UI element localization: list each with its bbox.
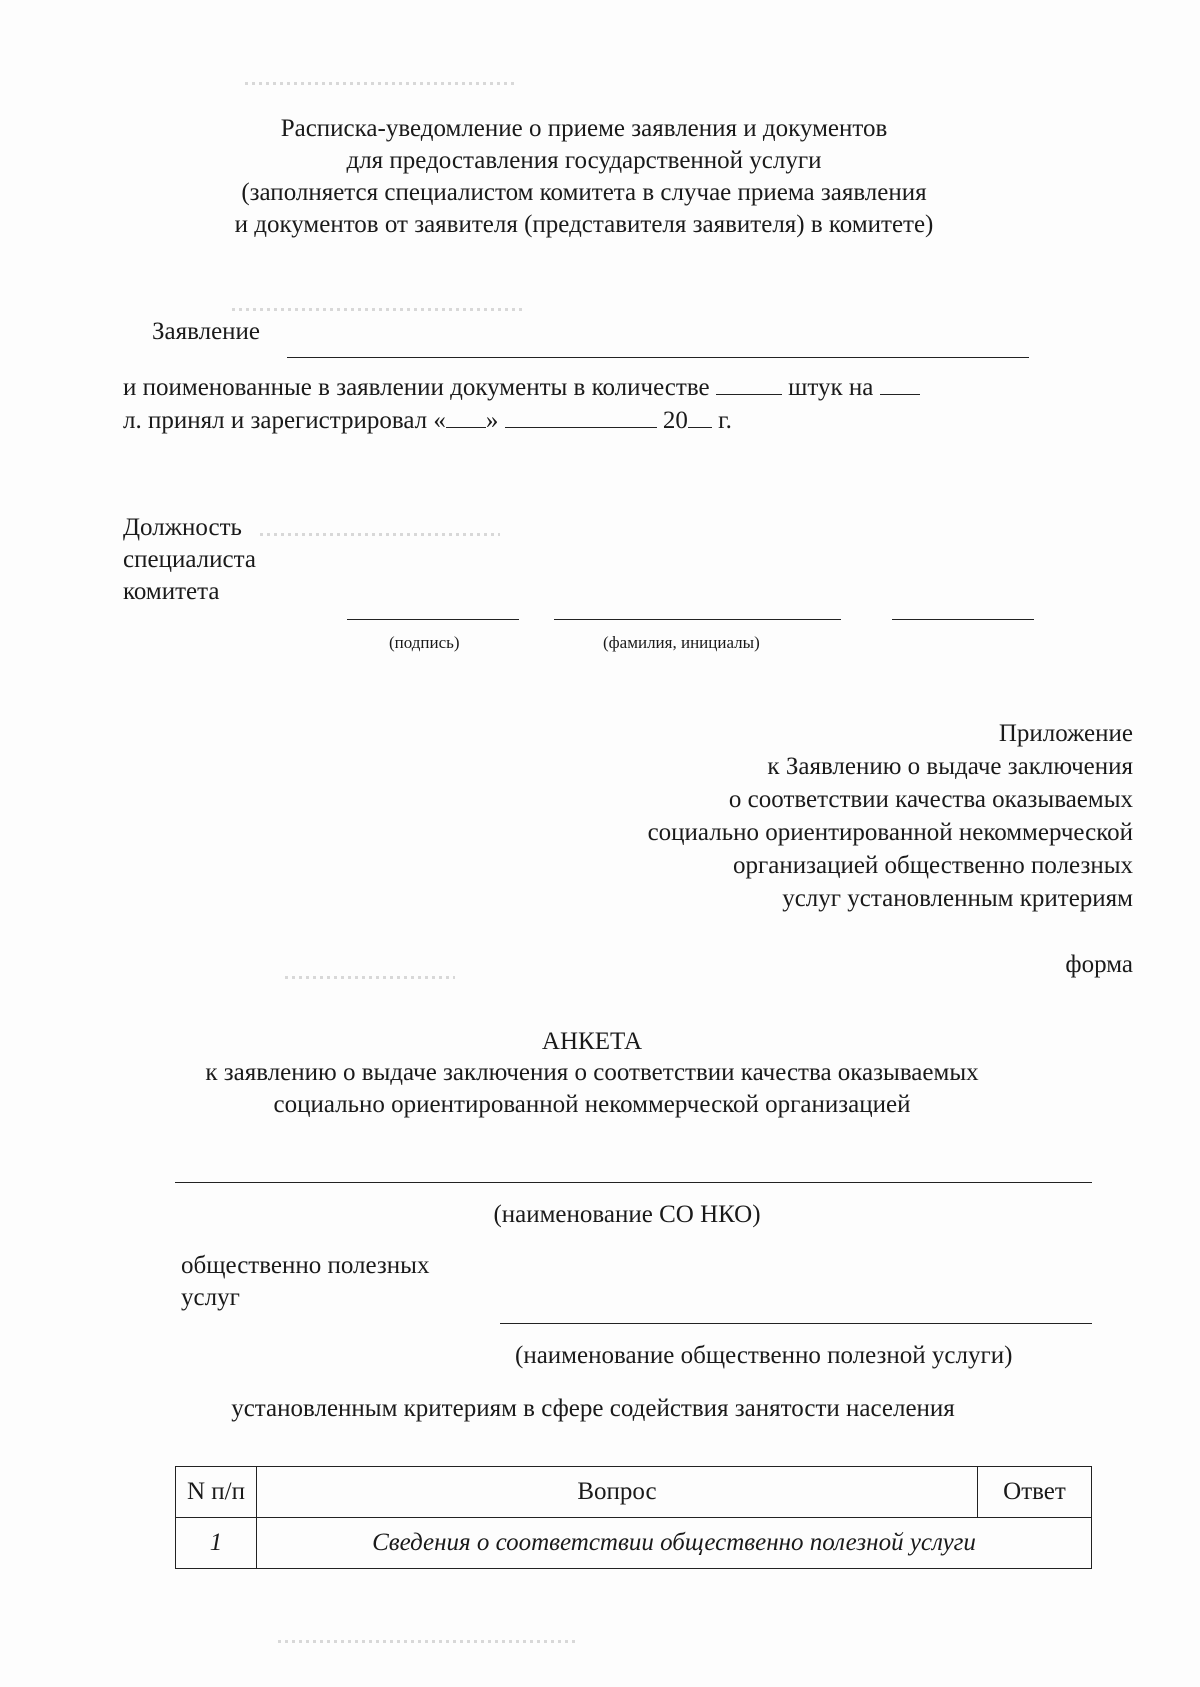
application-label: Заявление [152, 318, 261, 345]
header-question: Вопрос [257, 1467, 978, 1518]
appendix-line: услуг установленным критериям [782, 885, 1133, 912]
scan-artifact [285, 976, 455, 979]
application-blank-line[interactable] [287, 357, 1029, 358]
form-label: форма [1065, 951, 1133, 978]
row-number: 1 [176, 1518, 257, 1569]
year-blank[interactable] [688, 405, 712, 428]
service-name-line[interactable] [500, 1323, 1092, 1324]
receipt-title-line: Расписка-уведомление о приеме заявления и документов [280, 115, 888, 142]
subtitle-line: социально ориентированной некоммерческой организацией [273, 1091, 911, 1118]
receipt-title-line: и документов от заявителя (представителя заявителя) в комитете) [234, 211, 934, 238]
position-label [123, 512, 256, 608]
documents-count-blank[interactable] [716, 372, 782, 395]
month-blank[interactable] [505, 405, 657, 428]
name-line[interactable] [554, 619, 841, 620]
criteria-line: установленным критериям в сфере содействия занятости населения [231, 1395, 955, 1422]
services-label [181, 1250, 429, 1314]
header-answer: Ответ [978, 1467, 1092, 1518]
row-question-text: Сведения о соответствии общественно полезной услуги [257, 1518, 1092, 1569]
appendix-heading [648, 717, 1133, 915]
header-number: N п/п [176, 1467, 257, 1518]
table-row [176, 1518, 1092, 1569]
table-header-row [176, 1467, 1092, 1518]
pieces-text: штук на [788, 374, 874, 401]
service-caption: (наименование общественно полезной услуги) [515, 1342, 1013, 1369]
position-line: Должность [123, 514, 242, 541]
scan-artifact [245, 82, 515, 85]
services-line: услуг [181, 1284, 240, 1311]
receipt-title [0, 113, 1184, 241]
appendix-line: к Заявлению о выдаче заключения [767, 753, 1133, 780]
name-caption: (фамилия, инициалы) [603, 633, 760, 652]
signature-line[interactable] [347, 619, 519, 620]
appendix-line: социально ориентированной некоммерческой [647, 819, 1133, 846]
questionnaire-subtitle [0, 1057, 1192, 1121]
scan-artifact [278, 1640, 578, 1643]
questionnaire-table [175, 1466, 1092, 1569]
signature-caption: (подпись) [389, 633, 460, 652]
org-caption: (наименование СО НКО) [493, 1201, 761, 1228]
questionnaire-title: АНКЕТА [541, 1028, 643, 1055]
registration-prefix: л. принял и зарегистрировал « [123, 407, 446, 434]
quote-close: » [485, 407, 499, 434]
receipt-title-line: (заполняется специалистом комитета в случае приема заявления [241, 179, 927, 206]
date-line[interactable] [892, 619, 1034, 620]
position-line: специалиста [123, 546, 256, 573]
position-line: комитета [123, 578, 220, 605]
scan-artifact [260, 533, 500, 536]
scan-artifact [232, 308, 522, 311]
services-line: общественно полезных [181, 1252, 430, 1279]
appendix-line: о соответствии качества оказываемых [728, 786, 1133, 813]
appendix-line: Приложение [998, 720, 1133, 747]
year-prefix: 20 [662, 407, 688, 434]
day-blank[interactable] [446, 405, 486, 428]
receipt-title-line: для предоставления государственной услуги [346, 147, 822, 174]
year-suffix: г. [718, 407, 732, 434]
org-name-line[interactable] [175, 1182, 1092, 1183]
documents-count-line [123, 372, 920, 404]
registration-date-line [123, 405, 732, 437]
appendix-line: организацией общественно полезных [732, 852, 1133, 879]
documents-count-text: и поименованные в заявлении документы в количестве [123, 374, 710, 401]
subtitle-line: к заявлению о выдаче заключения о соответствии качества оказываемых [205, 1059, 979, 1086]
sheets-count-blank[interactable] [880, 372, 920, 395]
